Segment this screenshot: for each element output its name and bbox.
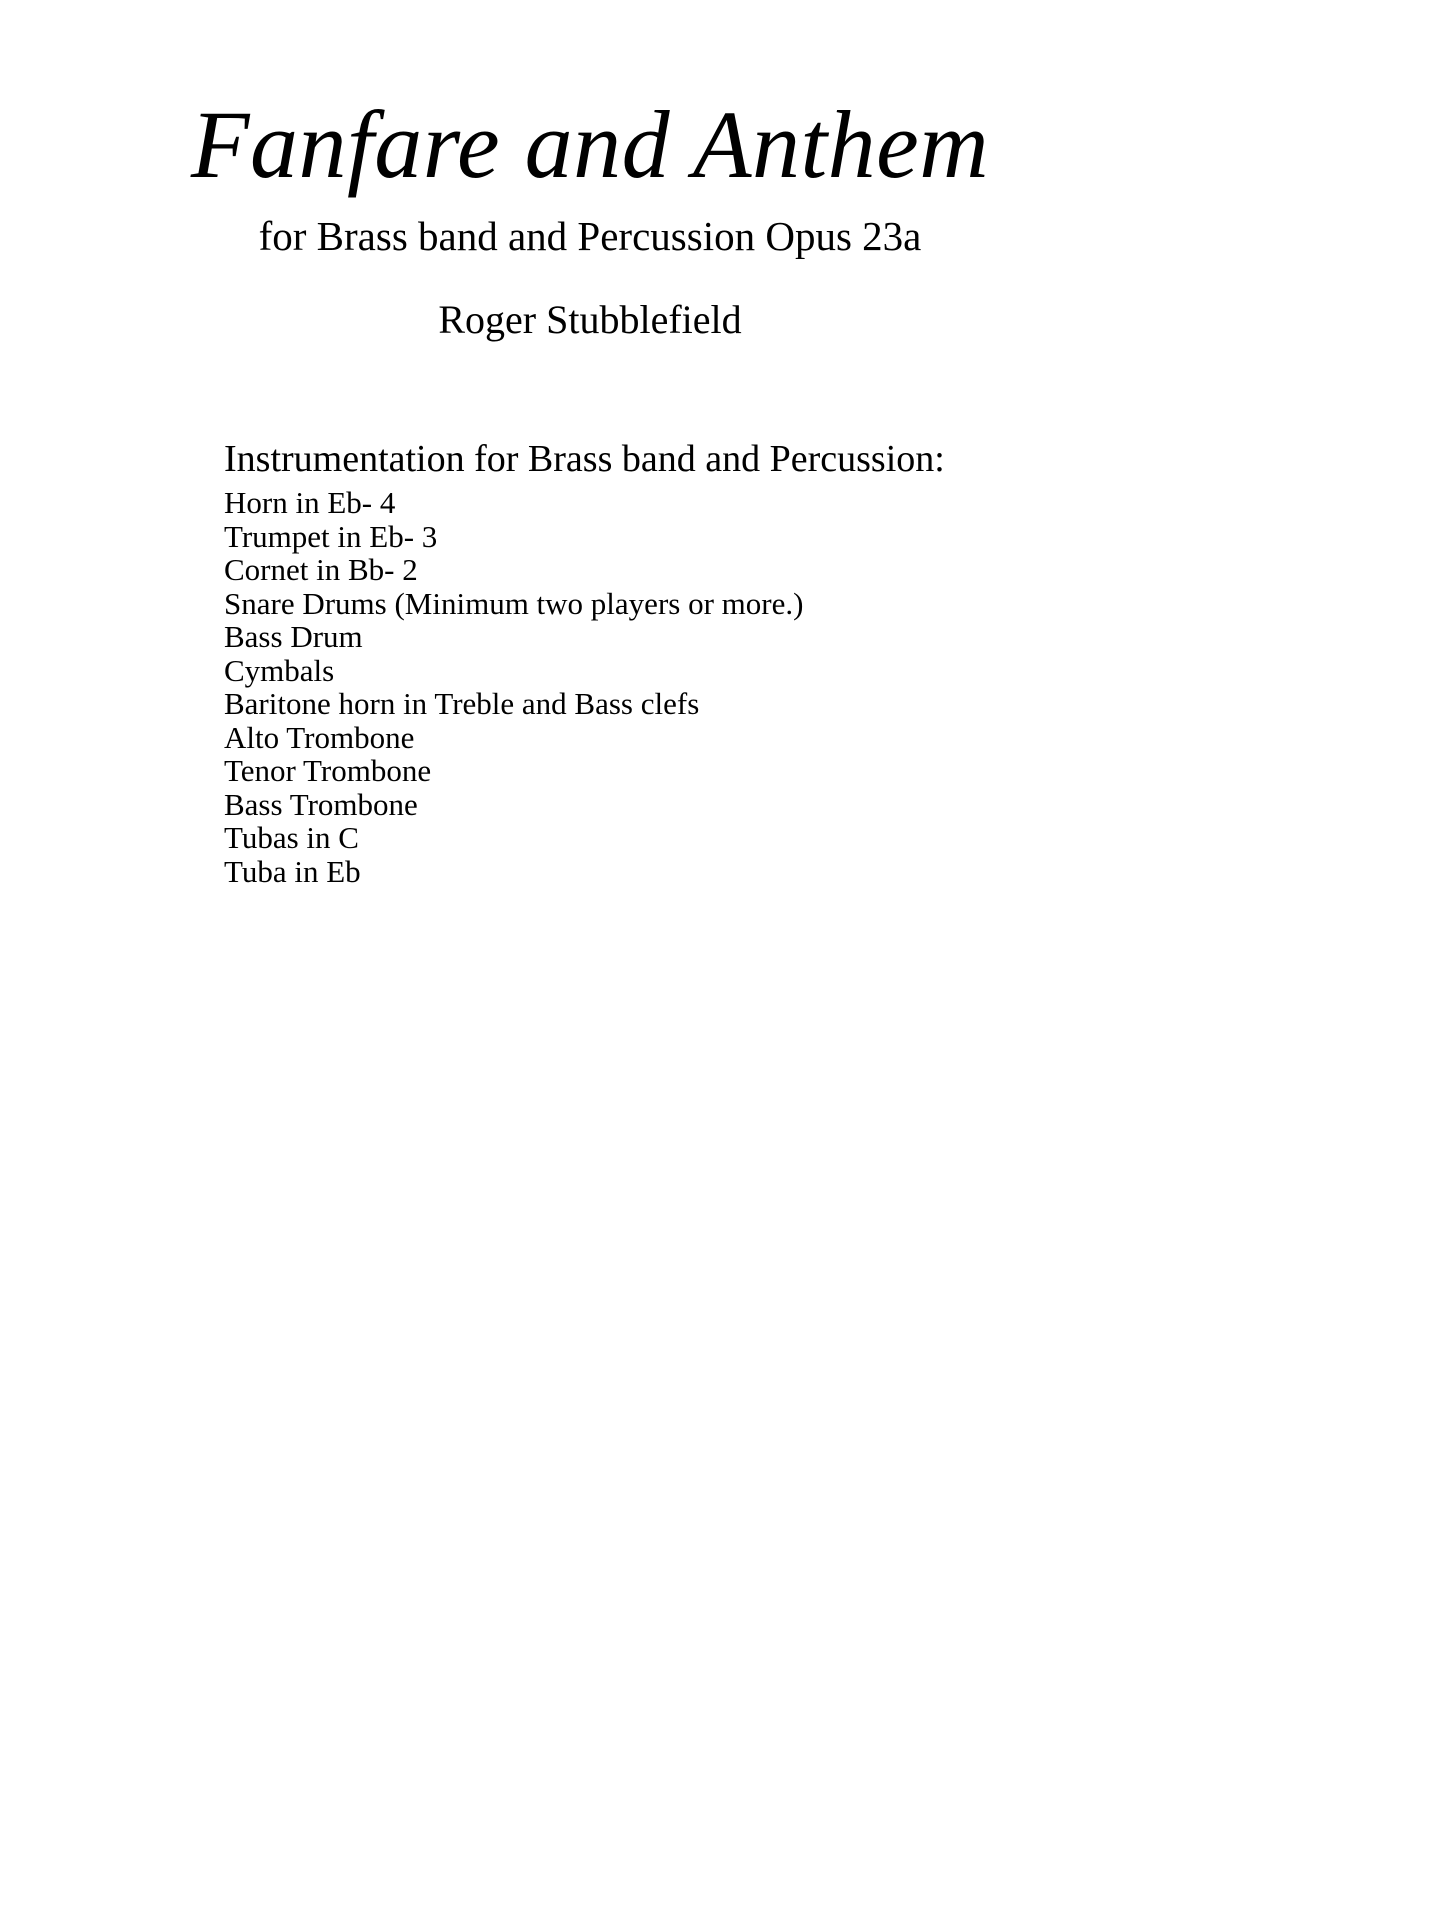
list-item: Tuba in Eb [224, 853, 361, 889]
instrumentation-heading: Instrumentation for Brass band and Percussion: [224, 438, 945, 480]
list-item: Horn in Eb- 4 [224, 485, 396, 520]
list-item: Alto Trombone [224, 719, 415, 755]
list-item: Tubas in C [224, 820, 359, 855]
list-item: Cornet in Bb- 2 [224, 552, 418, 587]
list-item: Baritone horn in Treble and Bass clefs [224, 686, 700, 721]
list-item: Cymbals [224, 652, 335, 688]
list-item: Snare Drums (Minimum two players or more.) [224, 585, 804, 621]
instrumentation-section [224, 440, 1224, 888]
title-block [0, 91, 1180, 259]
instrumentation-list [224, 486, 1224, 888]
list-item: Tenor Trombone [224, 753, 432, 788]
page-title: Fanfare and Anthem [190, 91, 990, 198]
page-subtitle: for Brass band and Percussion Opus 23a [258, 212, 922, 259]
list-item: Bass Trombone [224, 786, 418, 822]
list-item: Trumpet in Eb- 3 [224, 518, 438, 554]
composer-name: Roger Stubblefield [438, 297, 742, 342]
list-item: Bass Drum [224, 619, 363, 654]
